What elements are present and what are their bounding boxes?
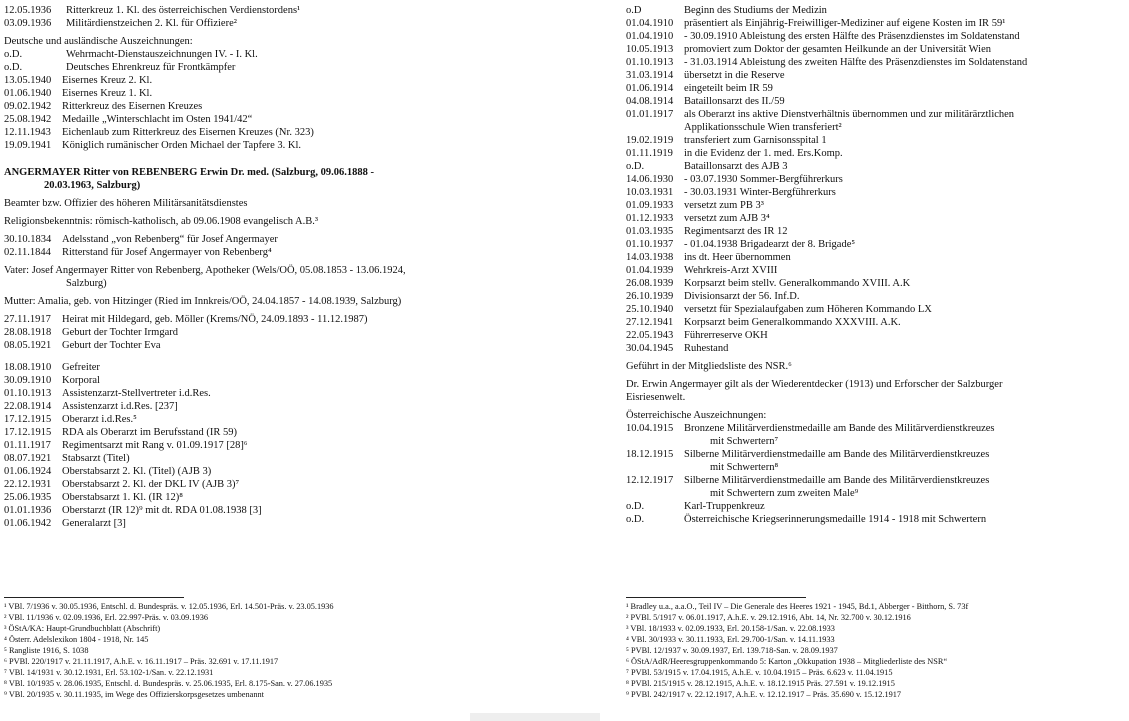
entry-date: 01.01.1917 <box>626 109 674 120</box>
entry-date: 12.05.1936 <box>4 5 52 16</box>
entry-text: Führerreserve OKH <box>684 330 768 341</box>
entry-date: 19.09.1941 <box>4 140 52 151</box>
entry-date: 04.08.1914 <box>626 96 674 107</box>
career-entry <box>626 147 1122 160</box>
austrian-awards-heading: Österreichische Auszeichnungen: <box>626 410 767 421</box>
ranks-list <box>4 361 474 530</box>
left-column <box>4 4 474 530</box>
award-entry <box>4 87 474 100</box>
entry-date: 01.10.1913 <box>4 388 52 399</box>
top-awards-list <box>4 4 474 30</box>
adel-entry <box>4 246 474 259</box>
entry-text: Medaille „Winterschlacht im Osten 1941/42“ <box>62 114 253 125</box>
rank-entry <box>4 387 474 400</box>
entry-date: 01.11.1917 <box>4 440 51 451</box>
award-entry <box>4 17 474 30</box>
award-entry <box>4 139 474 152</box>
entry-text: - 30.09.1910 Ableistung des ersten Hälfte des Präsenzdienstes im Soldatenstand <box>684 31 1020 42</box>
entry-date: 02.11.1844 <box>4 247 51 258</box>
right-column <box>626 4 1122 526</box>
entry-date: 17.12.1915 <box>4 414 52 425</box>
entry-text: Korporal <box>62 375 100 386</box>
rank-entry <box>4 439 474 452</box>
footnote-divider-right <box>626 597 806 598</box>
entry-date: 01.03.1935 <box>626 226 674 237</box>
german-awards-list <box>4 48 474 152</box>
career-entry <box>626 212 1122 225</box>
entry-text: Oberstarzt (IR 12)⁹ mit dt. RDA 01.08.1938 [3] <box>62 505 262 516</box>
award-entry <box>626 513 1122 526</box>
entry-date: 08.07.1921 <box>4 453 52 464</box>
entry-text: Divisionsarzt der 56. Inf.D. <box>684 291 800 302</box>
entry-date: 10.03.1931 <box>626 187 674 198</box>
footnote: ⁵ PVBl. 12/1937 v. 30.09.1937, Erl. 139.718-San. v. 28.09.1937 <box>626 646 838 655</box>
entry-date: 25.06.1935 <box>4 492 52 503</box>
footnote: ⁹ PVBl. 242/1917 v. 22.12.1917, A.h.E. v. 12.12.1917 – Präs. 35.690 v. 15.12.1917 <box>626 690 902 699</box>
career-entry <box>626 30 1122 43</box>
entry-text: ins dt. Heer übernommen <box>684 252 791 263</box>
austrian-awards-list <box>626 422 1122 526</box>
entry-text: transferiert zum Garnisonsspital 1 <box>684 135 827 146</box>
entry-date: 30.04.1945 <box>626 343 674 354</box>
adel-list <box>4 233 474 259</box>
footnote: ² VBl. 11/1936 v. 02.09.1936, Erl. 22.997-Präs. v. 03.09.1936 <box>4 613 208 622</box>
entry-text: promoviert zum Doktor der gesamten Heilkunde an der Universität Wien <box>684 44 992 55</box>
german-awards-heading: Deutsche und ausländische Auszeichnungen: <box>4 36 193 47</box>
rank-entry <box>4 465 474 478</box>
entry-text: Eichenlaub zum Ritterkreuz des Eisernen Kreuzes (Nr. 323) <box>62 127 314 138</box>
rank-entry <box>4 413 474 426</box>
entry-date: 14.03.1938 <box>626 252 674 263</box>
footnotes-right <box>626 601 1126 700</box>
career-entry <box>626 225 1122 238</box>
award-entry-continuation: mit Schwertern⁸ <box>710 462 779 473</box>
entry-text: eingeteilt beim IR 59 <box>684 83 773 94</box>
entry-date: 18.12.1915 <box>626 449 674 460</box>
entry-text: Adelsstand „von Rebenberg“ für Josef Angermayer <box>62 234 278 245</box>
entry-date: 12.11.1943 <box>4 127 51 138</box>
award-entry <box>4 126 474 139</box>
entry-date: 30.09.1910 <box>4 375 52 386</box>
entry-text: Wehrkreis-Arzt XVIII <box>684 265 778 276</box>
career-entry <box>626 199 1122 212</box>
rank-entry <box>4 452 474 465</box>
family-entry <box>4 313 474 326</box>
entry-date: 19.02.1919 <box>626 135 674 146</box>
award-entry <box>4 100 474 113</box>
person-heading-continuation: 20.03.1963, Salzburg) <box>44 180 141 191</box>
entry-date: 30.10.1834 <box>4 234 52 245</box>
entry-text: Ritterkreuz des Eisernen Kreuzes <box>62 101 203 112</box>
vater-continuation: Salzburg) <box>66 278 107 289</box>
entry-text: Assistenzarzt i.d.Res. [237] <box>62 401 178 412</box>
career-entry <box>626 56 1122 69</box>
religion-line: Religionsbekenntnis: römisch-katholisch, ab 09.06.1908 evangelisch A.B.³ <box>4 216 319 227</box>
footnote-divider-left <box>4 597 184 598</box>
entry-text: Bataillonsarzt des AJB 3 <box>684 161 788 172</box>
career-entry <box>626 82 1122 95</box>
entry-text: Oberstabsarzt 1. Kl. (IR 12)⁸ <box>62 492 183 503</box>
entry-text: Karl-Truppenkreuz <box>684 501 765 512</box>
footnote: ⁸ VBl. 10/1935 v. 28.06.1935, Entschl. d. Bundespräs. v. 25.06.1935, Erl. 8.175-San. v. 27.06.1935 <box>4 679 333 688</box>
entry-text: als Oberarzt ins aktive Dienstverhältnis übernommen und zur militärärztlichen <box>684 109 1015 120</box>
rank-entry <box>4 361 474 374</box>
entry-text: Bronzene Militärverdienstmedaille am Bande des Militärverdienstkreuzes <box>684 423 995 434</box>
award-entry <box>626 422 1122 435</box>
entry-text: Wehrmacht-Dienstauszeichnungen IV. - I. Kl. <box>66 49 258 60</box>
entry-text: Oberstabsarzt 2. Kl. der DKL IV (AJB 3)⁷ <box>62 479 240 490</box>
family-entry <box>4 326 474 339</box>
footnote: ¹ VBl. 7/1936 v. 30.05.1936, Entschl. d. Bundespräs. v. 12.05.1936, Erl. 14.501-Präs. v. 23.05.1936 <box>4 602 334 611</box>
entry-date: 01.01.1936 <box>4 505 52 516</box>
career-entry <box>626 43 1122 56</box>
entry-text: RDA als Oberarzt im Berufsstand (IR 59) <box>62 427 237 438</box>
career-entry <box>626 251 1122 264</box>
career-entry <box>626 4 1122 17</box>
vater-line: Vater: Josef Angermayer Ritter von Rebenberg, Apotheker (Wels/OÖ, 05.08.1853 - 13.06.1924, <box>4 265 406 276</box>
footnotes-left <box>4 601 504 700</box>
footnote: ⁹ VBl. 20/1935 v. 30.11.1935, im Wege des Offizierskorpsgesetzes umbenannt <box>4 690 264 699</box>
entry-date: 22.12.1931 <box>4 479 52 490</box>
entry-text: Gefreiter <box>62 362 100 373</box>
entry-text: versetzt für Spezialaufgaben zum Höheren Kommando LX <box>684 304 932 315</box>
footnote: ⁷ VBl. 14/1931 v. 30.12.1931, Erl. 53.102-1/San. v. 22.12.1931 <box>4 668 214 677</box>
career-entry <box>626 17 1122 30</box>
scan-edge-strip <box>470 713 600 721</box>
entry-text: Silberne Militärverdienstmedaille am Bande des Militärverdienstkreuzes <box>684 475 990 486</box>
footnote: ⁶ PVBl. 220/1917 v. 21.11.1917, A.h.E. v. 16.11.1917 – Präs. 32.691 v. 17.11.1917 <box>4 657 279 666</box>
entry-date: 01.06.1914 <box>626 83 674 94</box>
footnote: ⁸ PVBl. 215/1915 v. 28.12.1915, A.h.E. v. 18.12.1915 Präs. 27.591 v. 19.12.1915 <box>626 679 895 688</box>
entry-text: in die Evidenz der 1. med. Ers.Komp. <box>684 148 843 159</box>
career-entry <box>626 95 1122 108</box>
career-entry <box>626 108 1122 121</box>
rank-entry <box>4 426 474 439</box>
footnote: ⁴ Österr. Adelslexikon 1804 - 1918, Nr. 145 <box>4 635 149 644</box>
rank-entry <box>4 478 474 491</box>
career-entry <box>626 342 1122 355</box>
entry-date: 27.12.1941 <box>626 317 674 328</box>
entry-date: 12.12.1917 <box>626 475 674 486</box>
award-entry <box>4 61 474 74</box>
rank-entry <box>4 491 474 504</box>
entry-text: Korpsarzt beim stellv. Generalkommando XVIII. A.K <box>684 278 911 289</box>
entry-text: Oberarzt i.d.Res.⁵ <box>62 414 137 425</box>
mutter-line: Mutter: Amalia, geb. von Hitzinger (Ried im Innkreis/OÖ, 24.04.1857 - 14.08.1939, Salzburg) <box>4 296 402 307</box>
entry-text: Beginn des Studiums der Medizin <box>684 5 827 16</box>
career-entry <box>626 303 1122 316</box>
career-entry <box>626 186 1122 199</box>
career-entry <box>626 277 1122 290</box>
entry-date: 01.11.1919 <box>626 148 673 159</box>
entry-date: 18.08.1910 <box>4 362 52 373</box>
footnote: ⁶ ÖStA/AdR/Heeresgruppenkommando 5: Karton „Okkupation 1938 – Mitgliederliste des NSR“ <box>626 657 948 666</box>
entry-text: Regimentsarzt mit Rang v. 01.09.1917 [28]⁶ <box>62 440 248 451</box>
entry-text: Eisernes Kreuz 2. Kl. <box>62 75 153 86</box>
rank-entry <box>4 517 474 530</box>
award-entry-continuation: mit Schwertern⁷ <box>710 436 779 447</box>
career-entry <box>626 160 1122 173</box>
rank-entry <box>4 504 474 517</box>
career-entry <box>626 69 1122 82</box>
award-entry <box>626 500 1122 513</box>
award-entry <box>626 474 1122 487</box>
award-entry <box>4 113 474 126</box>
footnote: ⁴ VBl. 30/1933 v. 30.11.1933, Erl. 29.700-1/San. v. 14.11.1933 <box>626 635 835 644</box>
career-list <box>626 4 1122 355</box>
entry-text: Königlich rumänischer Orden Michael der Tapfere 3. Kl. <box>62 140 302 151</box>
award-entry <box>626 448 1122 461</box>
entry-text: - 03.07.1930 Sommer-Bergführerkurs <box>684 174 843 185</box>
footnote: ² PVBl. 5/1917 v. 06.01.1917, A.h.E. v. 29.12.1916, Abt. 14, Nr. 32.700 v. 30.12.1916 <box>626 613 911 622</box>
entry-text: Oberstabsarzt 2. Kl. (Titel) (AJB 3) <box>62 466 212 477</box>
entry-text: Silberne Militärverdienstmedaille am Bande des Militärverdienstkreuzes <box>684 449 990 460</box>
entry-date: 01.06.1940 <box>4 88 52 99</box>
entry-date: 01.10.1937 <box>626 239 674 250</box>
entry-date: 03.09.1936 <box>4 18 52 29</box>
award-entry <box>4 74 474 87</box>
career-entry <box>626 290 1122 303</box>
career-entry <box>626 329 1122 342</box>
entry-date: o.D. <box>626 161 645 172</box>
entry-date: 10.04.1915 <box>626 423 674 434</box>
entry-text: Geburt der Tochter Irmgard <box>62 327 178 338</box>
entry-date: o.D <box>626 5 642 16</box>
entry-text: Korpsarzt beim Generalkommando XXXVIII. A.K. <box>684 317 901 328</box>
entry-text: übersetzt in die Reserve <box>684 70 785 81</box>
entry-text: Deutsches Ehrenkreuz für Frontkämpfer <box>66 62 236 73</box>
eisriesen-line: Dr. Erwin Angermayer gilt als der Wiederentdecker (1913) und Erforscher der Salzburger <box>626 379 1003 390</box>
entry-date: 10.05.1913 <box>626 44 674 55</box>
entry-date: 31.03.1914 <box>626 70 674 81</box>
award-entry-continuation: mit Schwertern zum zweiten Male⁹ <box>710 488 859 499</box>
career-entry <box>626 173 1122 186</box>
entry-date: 01.04.1910 <box>626 18 674 29</box>
career-entry-continuation: Applikationsschule Wien transferiert² <box>684 122 842 133</box>
entry-date: 08.05.1921 <box>4 340 52 351</box>
entry-text: Geburt der Tochter Eva <box>62 340 161 351</box>
entry-text: - 31.03.1914 Ableistung des zweiten Hälfte des Präsenzdienstes im Soldatenstand <box>684 57 1028 68</box>
entry-date: 01.04.1910 <box>626 31 674 42</box>
entry-date: 01.10.1913 <box>626 57 674 68</box>
award-entry <box>4 48 474 61</box>
entry-date: 17.12.1915 <box>4 427 52 438</box>
eisriesen-line-continuation: Eisriesenwelt. <box>626 392 686 403</box>
footnote: ⁷ PVBl. 53/1915 v. 17.04.1915, A.h.E. v. 10.04.1915 – Präs. 6.623 v. 11.04.1915 <box>626 668 893 677</box>
award-entry <box>4 4 474 17</box>
footnote: ⁵ Rangliste 1916, S. 1038 <box>4 646 89 655</box>
entry-text: Ruhestand <box>684 343 729 354</box>
entry-text: Bataillonsarzt des II./59 <box>684 96 785 107</box>
person-heading: ANGERMAYER Ritter von REBENBERG Erwin Dr. med. (Salzburg, 09.06.1888 - <box>4 167 375 178</box>
entry-date: 28.08.1918 <box>4 327 52 338</box>
entry-text: versetzt zum PB 3³ <box>684 200 764 211</box>
entry-text: versetzt zum AJB 3⁴ <box>684 213 770 224</box>
entry-date: 26.10.1939 <box>626 291 674 302</box>
entry-date: 25.08.1942 <box>4 114 52 125</box>
entry-date: o.D. <box>4 62 23 73</box>
entry-text: Heirat mit Hildegard, geb. Möller (Krems/NÖ, 24.09.1893 - 11.12.1987) <box>62 314 368 325</box>
entry-text: Assistenzarzt-Stellvertreter i.d.Res. <box>62 388 211 399</box>
entry-date: 22.05.1943 <box>626 330 674 341</box>
adel-entry <box>4 233 474 246</box>
rank-entry <box>4 374 474 387</box>
career-entry <box>626 264 1122 277</box>
entry-text: präsentiert als Einjährig-Freiwilliger-Mediziner auf eigene Kosten im IR 59¹ <box>684 18 1006 29</box>
entry-text: Österreichische Kriegserinnerungsmedaille 1914 - 1918 mit Schwertern <box>684 514 987 525</box>
entry-date: o.D. <box>4 49 23 60</box>
career-entry <box>626 238 1122 251</box>
family-entry <box>4 339 474 352</box>
entry-text: - 01.04.1938 Brigadearzt der 8. Brigade⁵ <box>684 239 856 250</box>
entry-text: Regimentsarzt des IR 12 <box>684 226 788 237</box>
footnote: ³ VBl. 18/1933 v. 02.09.1933, Erl. 20.158-1/San. v. 22.08.1933 <box>626 624 835 633</box>
entry-text: Militärdienstzeichen 2. Kl. für Offiziere² <box>66 18 237 29</box>
footnote: ¹ Bradley u.a., a.a.O., Teil IV – Die Generale des Heeres 1921 - 1945, Bd.1, Abberger - Bitthorn, S. 73f <box>626 602 969 611</box>
entry-date: 22.08.1914 <box>4 401 52 412</box>
entry-text: - 30.03.1931 Winter-Bergführerkurs <box>684 187 836 198</box>
entry-date: 13.05.1940 <box>4 75 52 86</box>
entry-date: 01.06.1942 <box>4 518 52 529</box>
entry-text: Ritterkreuz 1. Kl. des österreichischen Verdienstordens¹ <box>66 5 301 16</box>
nsr-line: Geführt in der Mitgliedsliste des NSR.⁶ <box>626 361 792 372</box>
entry-date: 09.02.1942 <box>4 101 52 112</box>
career-entry <box>626 134 1122 147</box>
career-entry <box>626 316 1122 329</box>
entry-date: 14.06.1930 <box>626 174 674 185</box>
entry-date: 01.06.1924 <box>4 466 52 477</box>
entry-date: 01.04.1939 <box>626 265 674 276</box>
entry-date: o.D. <box>626 501 645 512</box>
entry-text: Stabsarzt (Titel) <box>62 453 130 464</box>
rank-entry <box>4 400 474 413</box>
entry-text: Eisernes Kreuz 1. Kl. <box>62 88 153 99</box>
entry-date: 25.10.1940 <box>626 304 674 315</box>
entry-date: 01.12.1933 <box>626 213 674 224</box>
entry-date: 01.09.1933 <box>626 200 674 211</box>
beamter-line: Beamter bzw. Offizier des höheren Militärsanitätsdienstes <box>4 198 248 209</box>
footnote: ³ ÖStA/KA: Haupt-Grundbuchblatt (Abschrift) <box>4 624 161 633</box>
entry-date: 27.11.1917 <box>4 314 51 325</box>
entry-date: 26.08.1939 <box>626 278 674 289</box>
entry-date: o.D. <box>626 514 645 525</box>
family-list <box>4 313 474 352</box>
entry-text: Generalarzt [3] <box>62 518 126 529</box>
entry-text: Ritterstand für Josef Angermayer von Rebenberg⁴ <box>62 247 272 258</box>
